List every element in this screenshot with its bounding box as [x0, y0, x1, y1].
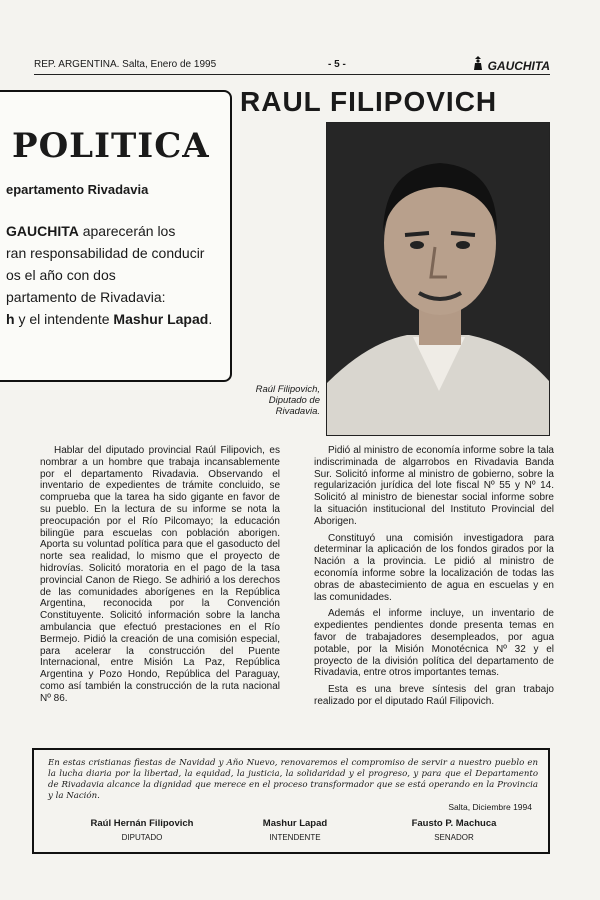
politica-subtitle: epartamento Rivadavia — [6, 182, 149, 197]
holiday-greeting-box — [32, 748, 550, 854]
politica-title: POLITICA — [12, 126, 210, 166]
header-dateline: REP. ARGENTINA. Salta, Enero de 1995 — [34, 59, 217, 70]
article-paragraph: Pidió al ministro de economía informe sobre la tala indiscriminada de algarrobos en Rivadavia Banda Sur. Solicitó informe al ministro de gobierno, sobre la regularización jurídica del lote fiscal Nº 55 y Nº 14. Solicitó al ministro de bienestar social informe sobre la situación institucional del Instituto Provincial del Aborigen. — [314, 445, 554, 527]
article-paragraph: Además el informe incluye, un inventario de expedientes pendientes donde presenta temas en favor de trabajadores desempleados, por agua potable, por la Misión Monotécnica Nº 32 y el proyecto de la división política del departamento de Rivadavia, entre otros importantes temas. — [314, 608, 554, 679]
politica-body: GAUCHITA aparecerán los ran responsabilidad de conducir os el año con dos partamento de Rivadavia: h y el intendente Mashur Lapad. — [6, 223, 213, 327]
article-headline: RAUL FILIPOVICH — [240, 86, 498, 117]
article-column-1 — [40, 445, 280, 710]
header-brand — [472, 56, 550, 73]
portrait-photo — [326, 122, 550, 436]
article-column-2 — [314, 445, 554, 713]
brand-name: GAUCHITA — [487, 59, 550, 73]
signature-intendente: Mashur Lapad INTENDENTE — [262, 818, 328, 842]
page-header — [34, 56, 550, 75]
greeting-text: En estas cristianas fiestas de Navidad y Año Nuevo, renovaremos el compromiso de servir a nuestro pueblo en la lucha diaria por la libertad, la equidad, la justicia, la solidaridad y el progreso, y para que el Departamento de Rivadavia alcance la dignidad que merece en el proceso transformador que se está operando en la Provincia y la Nación. — [48, 758, 538, 801]
article-paragraph: Constituyó una comisión investigadora para determinar la aplicación de los fondos girados por la Nación a la provincia. Le pidió al ministro de economía informe sobre la localización de todas las obras de abastecimiento de agua en escuelas y en las comunidades. — [314, 532, 554, 603]
article-paragraph: Hablar del diputado provincial Raúl Filipovich, es nombrar a un hombre que trabaja incansablemente por el departamento Rivadavia. Observando el inventario de expedientes de trámite concluido, se comprueba que la tarea ha sido gigante en favor de su pueblo. En la lectura de su informe se nota la preocupación por el Río Pilcomayo; la educación bilingüe para escuelas con población aborigen. Aporta su voluntad política para que el gasoducto del norte sea realidad, lo mismo que el proyecto de hidrovías. Solicitó moratoria en el pago de la tasa provincial Canon de Riego. Se adhirió a los derechos de las comunidades aborígenes en la República Argentina, reconocida por la Convención Constituyente. Solicitó información sobre la lancha ambulancia que efectuó prestaciones en el Río Bermejo. Pidió la creación de una comisión especial, para acelerar la construcción del Puente Internacional, entre Misión La Paz, República Argentina y Pozo Hondo, República del Paraguay, como así también la construcción de la ruta nacional Nº 86. — [40, 445, 280, 704]
politica-brand: GAUCHITA — [6, 223, 79, 239]
portrait-figure — [327, 123, 549, 435]
gaucho-figure-icon — [472, 56, 484, 73]
page-number: - 5 - — [328, 59, 346, 70]
politica-box — [0, 90, 232, 382]
greeting-date: Salta, Diciembre 1994 — [448, 802, 532, 812]
signature-diputado: Raúl Hernán Filipovich DIPUTADO — [90, 818, 194, 842]
photo-caption: Raúl Filipovich, Diputado de Rivadavia. — [255, 384, 320, 417]
signature-senador: Fausto P. Machuca SENADOR — [411, 818, 497, 842]
article-paragraph: Esta es una breve síntesis del gran trabajo realizado por el diputado Raúl Filipovich. — [314, 684, 554, 707]
